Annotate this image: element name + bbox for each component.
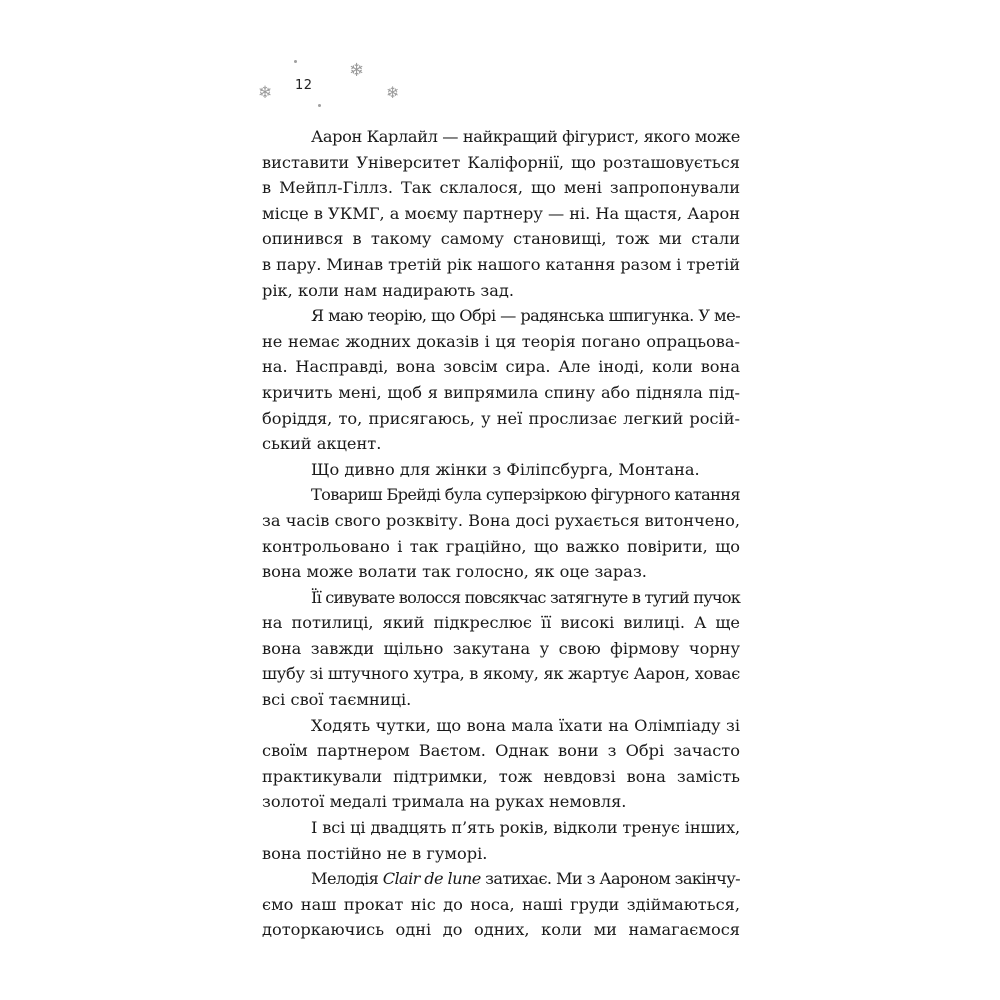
paragraph bbox=[262, 585, 740, 713]
paragraph bbox=[262, 815, 740, 866]
text-line bbox=[262, 866, 740, 892]
body-text bbox=[262, 124, 740, 943]
text-line: Її сивувате волосся повсякчас затягнуте в тугий пучок bbox=[311, 587, 740, 607]
text-line: ємо наш прокат ніс до носа, наші груди здіймаються, bbox=[262, 894, 740, 914]
text-line: Що дивно для жінки з Філіпсбурга, Монтана. bbox=[311, 459, 700, 479]
text-segment: Мелодія bbox=[311, 869, 383, 889]
text-segment: затихає. Ми з Аароном закінчу- bbox=[480, 869, 740, 889]
text-line: Ходять чутки, що вона мала їхати на Олімпіаду зі bbox=[311, 715, 740, 735]
text-line: боріддя, то, присягаюсь, у неї прослизає легкий росій- bbox=[262, 408, 740, 428]
text-line: шубу зі штучного хутра, в якому, як жартує Аарон, ховає bbox=[262, 664, 740, 684]
text-line: Я маю теорію, що Обрі — радянська шпигунка. У ме- bbox=[311, 306, 740, 326]
paragraph bbox=[262, 124, 740, 303]
text-line: не немає жодних доказів і ця теорія погано опрацьова- bbox=[262, 331, 740, 351]
text-line: місце в УКМГ, а моєму партнеру — ні. На щастя, Аарон bbox=[262, 203, 740, 223]
text-line: Товариш Брейді була суперзіркою фігурного катання bbox=[311, 485, 740, 505]
text-line: на. Насправді, вона зовсім сира. Але іноді, коли вона bbox=[262, 357, 740, 377]
italic-title: Clair de lune bbox=[382, 869, 481, 889]
text-line: своїм партнером Ваєтом. Однак вони з Обрі зачасто bbox=[262, 741, 740, 761]
text-line: вона завжди щільно закутана у свою фірмову чорну bbox=[262, 638, 740, 658]
page-number: 12 bbox=[295, 78, 313, 93]
text-line: Аарон Карлайл — найкращий фігурист, якого може bbox=[311, 127, 740, 146]
text-line: вона може волати так голосно, як оце зараз. bbox=[262, 562, 647, 582]
text-line: виставити Університет Каліфорнії, що розташовується bbox=[262, 152, 740, 172]
text-line: практикували підтримки, тож невдовзі вона замість bbox=[262, 766, 740, 786]
text-line: золотої медалі тримала на руках немовля. bbox=[262, 792, 627, 812]
text-line: І всі ці двадцять п’ять років, відколи тренує інших, bbox=[311, 818, 740, 838]
snowflake-icon: ❄ bbox=[386, 83, 400, 102]
page-header bbox=[0, 0, 1000, 120]
text-line: кричить мені, щоб я випрямила спину або підняла під- bbox=[262, 382, 740, 402]
decorative-dot bbox=[318, 104, 321, 107]
paragraph bbox=[262, 866, 740, 943]
paragraph bbox=[262, 457, 740, 483]
text-line: доторкаючись одні до одних, коли ми намагаємося bbox=[262, 920, 740, 940]
text-line: в Мейпл-Гіллз. Так склалося, що мені запропонували bbox=[262, 178, 740, 198]
decorative-dot bbox=[294, 60, 297, 63]
text-line: опинився в такому самому становищі, тож ми стали bbox=[262, 229, 740, 249]
text-line: на потилиці, який підкреслює її високі вилиці. А ще bbox=[262, 613, 740, 633]
snowflake-icon: ❄ bbox=[349, 60, 365, 81]
text-line: всі свої таємниці. bbox=[262, 690, 412, 710]
text-line: в пару. Минав третій рік нашого катання разом і третій bbox=[262, 254, 740, 274]
text-line: вона постійно не в гуморі. bbox=[262, 843, 488, 863]
text-line: рік, коли нам надирають зад. bbox=[262, 280, 515, 300]
text-line: ський акцент. bbox=[262, 434, 382, 454]
paragraph bbox=[262, 303, 740, 457]
snowflake-icon: ❄ bbox=[258, 83, 273, 103]
text-line: за часів свого розквіту. Вона досі рухається витончено, bbox=[262, 510, 740, 530]
paragraph bbox=[262, 713, 740, 815]
text-line: контрольовано і так граційно, що важко повірити, що bbox=[262, 536, 740, 556]
paragraph bbox=[262, 482, 740, 584]
